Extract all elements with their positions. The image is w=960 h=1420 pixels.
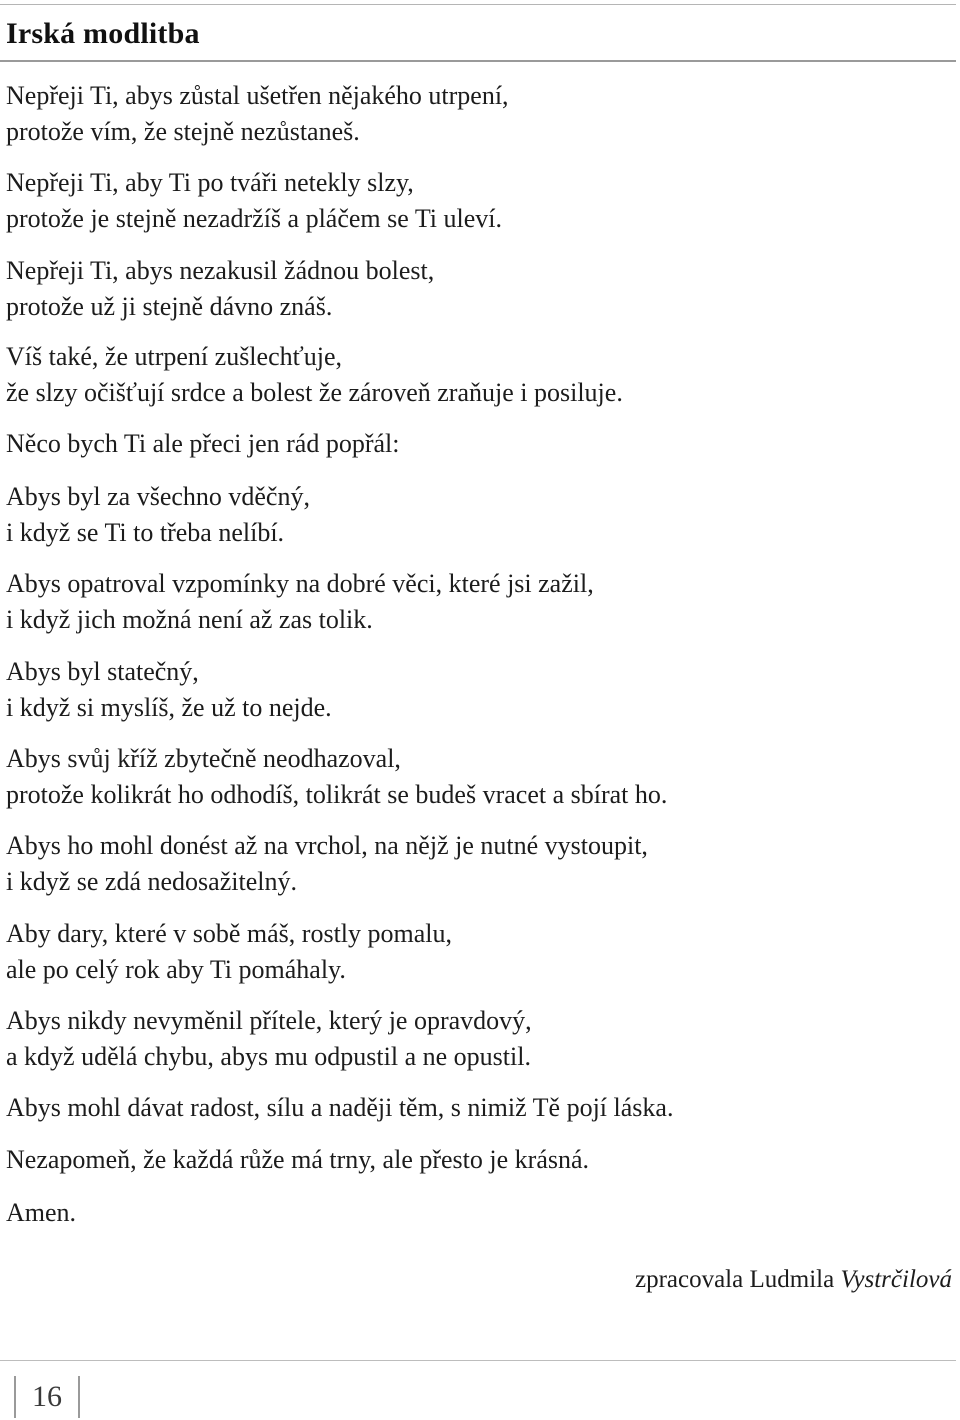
stanza-line: že slzy očišťují srdce a bolest že zároveň zraňuje i posiluje. [6,378,623,407]
stanza-line: Abys mohl dávat radost, sílu a naději těm, s nimiž Tě pojí láska. [6,1093,674,1122]
stanza-line: Nezapomeň, že každá růže má trny, ale přesto je krásná. [6,1145,590,1174]
author-credit [635,1262,952,1298]
stanza-line: Víš také, že utrpení zušlechťuje, [6,342,342,371]
stanza [6,78,509,150]
stanza [6,828,648,900]
top-rule [0,4,956,5]
stanza [6,253,434,325]
stanza [6,1142,589,1178]
footer-rule [0,1360,956,1361]
credit-surname: Vystrčilová [840,1266,952,1293]
stanza-line: i když se Ti to třeba nelíbí. [6,518,285,547]
stanza-line: Amen. [6,1198,77,1227]
stanza-line: Abys byl za všechno vděčný, [6,482,310,511]
stanza-line: a když udělá chybu, abys mu odpustil a ne opustil. [6,1042,531,1071]
page-title: Irská modlitba [6,17,200,50]
stanza [6,339,623,411]
title-rule [0,60,956,62]
stanza-line: Nepřeji Ti, aby Ti po tváři netekly slzy, [6,168,414,197]
stanza [6,479,310,551]
page-number: 16 [14,1376,80,1418]
stanza-line: Nepřeji Ti, abys zůstal ušetřen nějakého utrpení, [6,81,509,110]
stanza-line: i když si myslíš, že už to nejde. [6,693,332,722]
stanza-line: Abys byl statečný, [6,657,199,686]
stanza-line: Něco bych Ti ale přeci jen rád popřál: [6,429,400,458]
stanza-line: Abys nikdy nevyměnil přítele, který je opravdový, [6,1006,532,1035]
stanza-line: Nepřeji Ti, abys nezakusil žádnou bolest, [6,256,435,285]
stanza-line: i když se zdá nedosažitelný. [6,867,297,896]
stanza-line: Abys opatroval vzpomínky na dobré věci, které jsi zažil, [6,569,594,598]
stanza-line: protože je stejně nezadržíš a pláčem se Ti uleví. [6,204,503,233]
stanza-line: protože vím, že stejně nezůstaneš. [6,117,360,146]
stanza-line: Aby dary, které v sobě máš, rostly pomalu, [6,919,452,948]
stanza [6,1003,532,1075]
credit-prefix: zpracovala Ludmila [634,1266,835,1293]
stanza [6,426,400,462]
stanza [6,916,452,988]
stanza-line: Abys svůj kříž zbytečně neodhazoval, [6,744,401,773]
stanza [6,165,502,237]
stanza [6,566,594,638]
stanza [6,741,667,813]
stanza [6,1090,673,1126]
stanza [6,1195,76,1231]
stanza-line: Abys ho mohl donést až na vrchol, na nějž je nutné vystoupit, [6,831,648,860]
stanza [6,654,332,726]
stanza-line: protože kolikrát ho odhodíš, tolikrát se budeš vracet a sbírat ho. [6,780,668,809]
stanza-line: protože už ji stejně dávno znáš. [6,292,333,321]
stanza-line: ale po celý rok aby Ti pomáhaly. [6,955,346,984]
stanza-line: i když jich možná není až zas tolik. [6,605,373,634]
